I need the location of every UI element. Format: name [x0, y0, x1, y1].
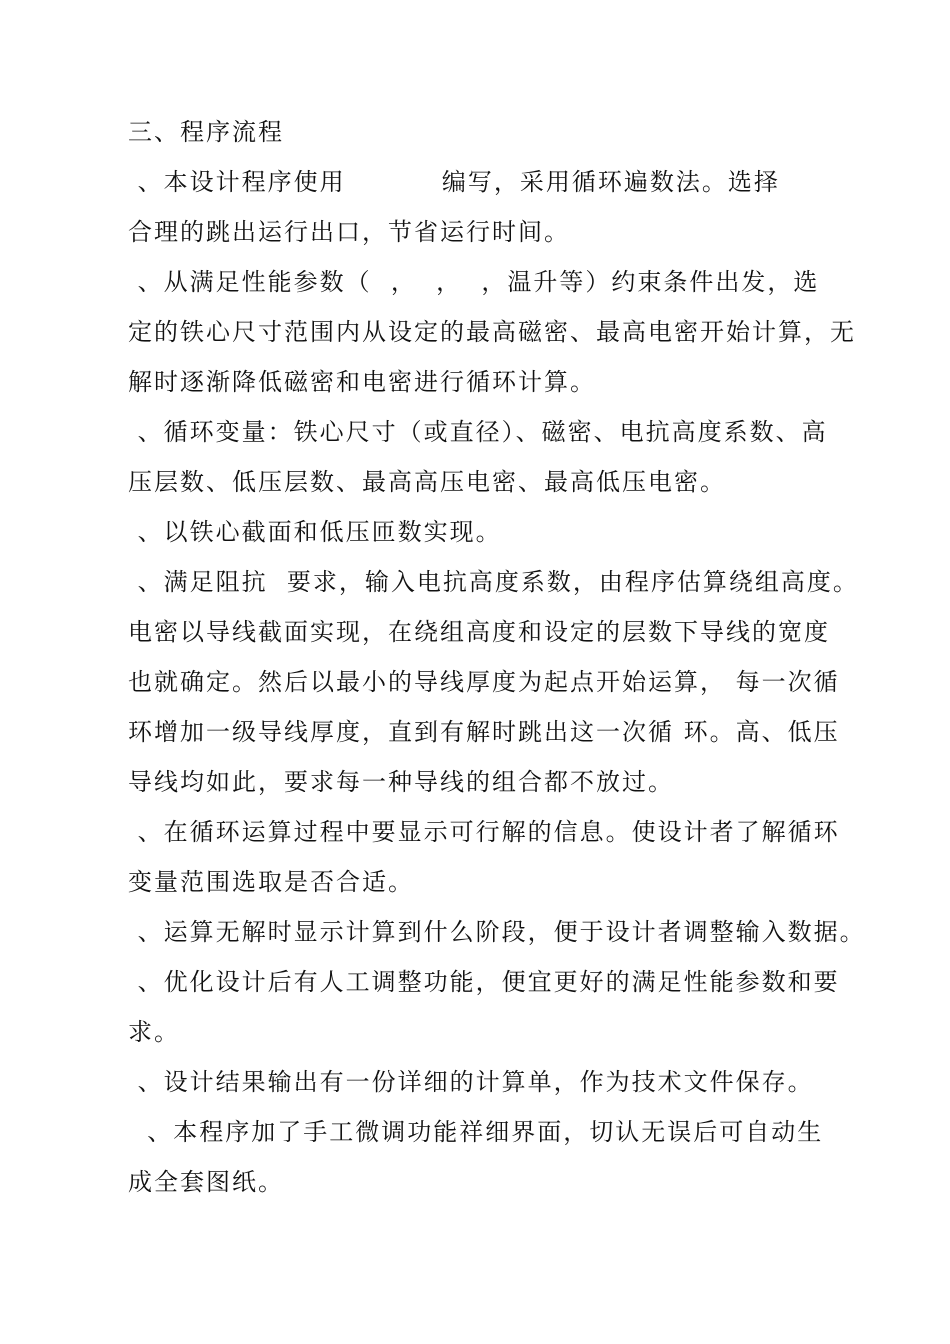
paragraph-line: 也就确定。然后以最小的导线厚度为起点开始运算， 每一次循: [128, 668, 840, 696]
paragraph-line: 、以铁心截面和低压匝数实现。: [128, 518, 502, 546]
paragraph-line: 压层数、低压层数、最高高压电密、最高低压电密。: [128, 468, 726, 496]
paragraph-line: 定的铁心尺寸范围内从设定的最高磁密、最高电密开始计算，无: [128, 318, 856, 346]
paragraph-line: 、优化设计后有人工调整功能，便宜更好的满足性能参数和要: [128, 968, 840, 996]
paragraph-line: 解时逐渐降低磁密和电密进行循环计算。: [128, 368, 596, 396]
paragraph-line: 、满足阻抗 要求，输入电抗高度系数，由程序估算绕组高度。: [128, 568, 859, 596]
paragraph-line: 电密以导线截面实现，在绕组高度和设定的层数下导线的宽度: [128, 618, 830, 646]
paragraph-line: 求。: [128, 1018, 180, 1046]
paragraph-line: 、运算无解时显示计算到什么阶段，便于设计者调整输入数据。: [128, 918, 866, 946]
paragraph-line: 、在循环运算过程中要显示可行解的信息。使设计者了解循环: [128, 818, 840, 846]
paragraph-line: 成全套图纸。: [128, 1168, 284, 1196]
paragraph-line: 变量范围选取是否合适。: [128, 868, 414, 896]
paragraph-line: 、循环变量：铁心尺寸（或直径）、磁密、电抗高度系数、高: [128, 418, 828, 446]
paragraph-line: 、本设计程序使用 编写，采用循环遍数法。选择: [128, 168, 780, 196]
paragraph-line: 、从满足性能参数（ ， ， ，温升等）约束条件出发，选: [128, 268, 820, 296]
section-heading: 三、程序流程: [128, 118, 284, 146]
paragraph-line: 导线均如此，要求每一种导线的组合都不放过。: [128, 768, 674, 796]
paragraph-line: 、本程序加了手工微调功能祥细界面，切认无误后可自动生: [128, 1118, 824, 1146]
paragraph-line: 环增加一级导线厚度，直到有解时跳出这一次循 环。高、低压: [128, 718, 840, 746]
paragraph-line: 合理的跳出运行出口，节省运行时间。: [128, 218, 570, 246]
paragraph-line: 、设计结果输出有一份详细的计算单，作为技术文件保存。: [128, 1068, 814, 1096]
